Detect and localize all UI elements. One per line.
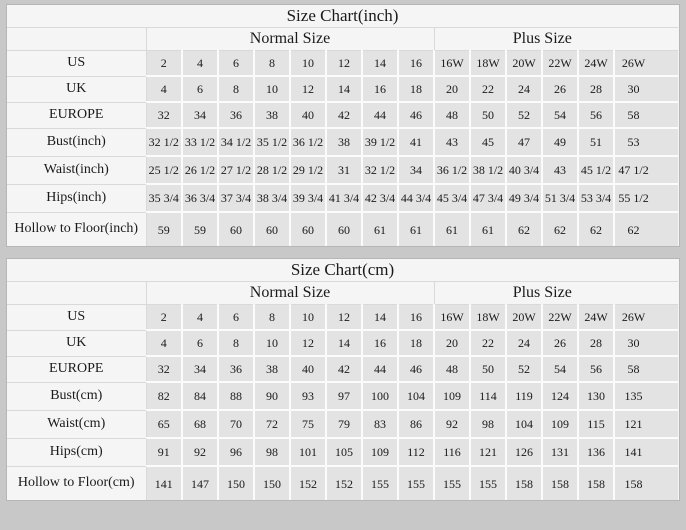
size-value-cell: 141 xyxy=(614,438,678,466)
size-value-cell: 84 xyxy=(182,382,218,410)
size-value-cell: 49 xyxy=(542,128,578,156)
size-value-cell: 36 1/2 xyxy=(290,128,326,156)
size-value-cell: 158 xyxy=(614,466,678,500)
size-value-cell: 104 xyxy=(506,410,542,438)
size-value-cell: 115 xyxy=(578,410,614,438)
size-value-cell: 20W xyxy=(506,50,542,76)
size-value-cell: 60 xyxy=(218,212,254,246)
size-value-cell: 93 xyxy=(290,382,326,410)
size-value-cell: 88 xyxy=(218,382,254,410)
size-value-cell: 96 xyxy=(218,438,254,466)
row-label: Bust(inch) xyxy=(7,128,146,156)
size-value-cell: 150 xyxy=(254,466,290,500)
size-value-cell: 33 1/2 xyxy=(182,128,218,156)
table-row xyxy=(7,102,678,128)
size-value-cell: 47 xyxy=(506,128,542,156)
size-value-cell: 104 xyxy=(398,382,434,410)
size-value-cell: 25 1/2 xyxy=(146,156,182,184)
size-value-cell: 50 xyxy=(470,102,506,128)
size-value-cell: 30 xyxy=(614,76,678,102)
group-header-row xyxy=(7,27,678,50)
size-value-cell: 34 xyxy=(182,102,218,128)
size-value-cell: 10 xyxy=(290,50,326,76)
size-value-cell: 72 xyxy=(254,410,290,438)
size-value-cell: 28 xyxy=(578,330,614,356)
size-value-cell: 124 xyxy=(542,382,578,410)
size-value-cell: 112 xyxy=(398,438,434,466)
group-header-plus-size: Plus Size xyxy=(434,27,678,50)
size-value-cell: 56 xyxy=(578,356,614,382)
size-value-cell: 14 xyxy=(362,304,398,330)
size-value-cell: 46 xyxy=(398,356,434,382)
size-value-cell: 2 xyxy=(146,304,182,330)
size-value-cell: 52 xyxy=(506,102,542,128)
size-value-cell: 59 xyxy=(146,212,182,246)
size-value-cell: 38 xyxy=(254,356,290,382)
group-header-normal-size: Normal Size xyxy=(146,281,434,304)
size-value-cell: 12 xyxy=(290,330,326,356)
size-value-cell: 45 1/2 xyxy=(578,156,614,184)
size-value-cell: 109 xyxy=(434,382,470,410)
table-row xyxy=(7,304,678,330)
size-value-cell: 135 xyxy=(614,382,678,410)
size-value-cell: 70 xyxy=(218,410,254,438)
size-value-cell: 8 xyxy=(254,50,290,76)
size-value-cell: 42 3/4 xyxy=(362,184,398,212)
size-value-cell: 158 xyxy=(542,466,578,500)
table-title: Size Chart(cm) xyxy=(7,259,678,281)
size-value-cell: 119 xyxy=(506,382,542,410)
size-value-cell: 136 xyxy=(578,438,614,466)
size-value-cell: 44 xyxy=(362,356,398,382)
size-value-cell: 4 xyxy=(146,76,182,102)
size-value-cell: 14 xyxy=(326,76,362,102)
table-title: Size Chart(inch) xyxy=(7,5,678,27)
size-value-cell: 32 xyxy=(146,356,182,382)
size-value-cell: 92 xyxy=(182,438,218,466)
size-value-cell: 42 xyxy=(326,356,362,382)
size-value-cell: 34 xyxy=(398,156,434,184)
size-value-cell: 101 xyxy=(290,438,326,466)
size-value-cell: 152 xyxy=(326,466,362,500)
size-value-cell: 36 3/4 xyxy=(182,184,218,212)
size-value-cell: 31 xyxy=(326,156,362,184)
size-value-cell: 105 xyxy=(326,438,362,466)
size-value-cell: 35 1/2 xyxy=(254,128,290,156)
group-header-normal-size: Normal Size xyxy=(146,27,434,50)
size-value-cell: 2 xyxy=(146,50,182,76)
size-value-cell: 61 xyxy=(398,212,434,246)
size-value-cell: 38 xyxy=(254,102,290,128)
table-title-row xyxy=(7,259,678,281)
size-value-cell: 16 xyxy=(398,50,434,76)
size-value-cell: 48 xyxy=(434,102,470,128)
size-value-cell: 34 xyxy=(182,356,218,382)
size-value-cell: 20 xyxy=(434,76,470,102)
size-value-cell: 155 xyxy=(434,466,470,500)
size-value-cell: 36 xyxy=(218,102,254,128)
table-row xyxy=(7,330,678,356)
size-value-cell: 28 1/2 xyxy=(254,156,290,184)
size-value-cell: 79 xyxy=(326,410,362,438)
size-value-cell: 49 3/4 xyxy=(506,184,542,212)
size-value-cell: 83 xyxy=(362,410,398,438)
row-label: UK xyxy=(7,76,146,102)
row-label: Waist(cm) xyxy=(7,410,146,438)
size-chart-inch-table xyxy=(7,5,678,246)
size-value-cell: 155 xyxy=(398,466,434,500)
size-value-cell: 26W xyxy=(614,50,678,76)
size-value-cell: 62 xyxy=(614,212,678,246)
size-value-cell: 22 xyxy=(470,76,506,102)
size-value-cell: 6 xyxy=(182,76,218,102)
table-row xyxy=(7,410,678,438)
size-value-cell: 61 xyxy=(362,212,398,246)
size-value-cell: 45 3/4 xyxy=(434,184,470,212)
size-value-cell: 37 3/4 xyxy=(218,184,254,212)
table-row xyxy=(7,356,678,382)
table-row xyxy=(7,212,678,246)
size-value-cell: 14 xyxy=(362,50,398,76)
row-label: Hollow to Floor(cm) xyxy=(7,466,146,500)
size-value-cell: 24 xyxy=(506,76,542,102)
size-chart-inch xyxy=(6,4,680,247)
size-value-cell: 45 xyxy=(470,128,506,156)
table-row xyxy=(7,438,678,466)
size-value-cell: 121 xyxy=(470,438,506,466)
size-value-cell: 98 xyxy=(254,438,290,466)
size-value-cell: 50 xyxy=(470,356,506,382)
row-label: Hollow to Floor(inch) xyxy=(7,212,146,246)
size-value-cell: 60 xyxy=(290,212,326,246)
size-value-cell: 8 xyxy=(218,330,254,356)
size-value-cell: 46 xyxy=(398,102,434,128)
size-value-cell: 116 xyxy=(434,438,470,466)
row-label: UK xyxy=(7,330,146,356)
row-label: Hips(inch) xyxy=(7,184,146,212)
size-value-cell: 130 xyxy=(578,382,614,410)
size-value-cell: 22 xyxy=(470,330,506,356)
size-value-cell: 4 xyxy=(182,304,218,330)
size-value-cell: 65 xyxy=(146,410,182,438)
size-value-cell: 109 xyxy=(362,438,398,466)
size-value-cell: 97 xyxy=(326,382,362,410)
size-value-cell: 18W xyxy=(470,50,506,76)
size-value-cell: 121 xyxy=(614,410,678,438)
size-value-cell: 29 1/2 xyxy=(290,156,326,184)
size-value-cell: 10 xyxy=(254,76,290,102)
size-value-cell: 58 xyxy=(614,356,678,382)
size-value-cell: 40 3/4 xyxy=(506,156,542,184)
size-value-cell: 61 xyxy=(470,212,506,246)
size-value-cell: 16 xyxy=(362,76,398,102)
row-label: US xyxy=(7,304,146,330)
size-value-cell: 68 xyxy=(182,410,218,438)
group-header-plus-size: Plus Size xyxy=(434,281,678,304)
size-value-cell: 98 xyxy=(470,410,506,438)
size-value-cell: 126 xyxy=(506,438,542,466)
size-value-cell: 36 1/2 xyxy=(434,156,470,184)
size-value-cell: 41 3/4 xyxy=(326,184,362,212)
size-value-cell: 16W xyxy=(434,304,470,330)
size-value-cell: 43 xyxy=(434,128,470,156)
size-value-cell: 155 xyxy=(362,466,398,500)
size-value-cell: 150 xyxy=(218,466,254,500)
size-value-cell: 61 xyxy=(434,212,470,246)
size-value-cell: 26W xyxy=(614,304,678,330)
size-value-cell: 60 xyxy=(326,212,362,246)
size-value-cell: 28 xyxy=(578,76,614,102)
size-value-cell: 152 xyxy=(290,466,326,500)
size-value-cell: 27 1/2 xyxy=(218,156,254,184)
size-value-cell: 62 xyxy=(578,212,614,246)
size-value-cell: 30 xyxy=(614,330,678,356)
size-value-cell: 26 1/2 xyxy=(182,156,218,184)
size-value-cell: 47 1/2 xyxy=(614,156,678,184)
size-value-cell: 12 xyxy=(326,50,362,76)
group-header-row xyxy=(7,281,678,304)
size-value-cell: 131 xyxy=(542,438,578,466)
size-value-cell: 42 xyxy=(326,102,362,128)
size-value-cell: 51 3/4 xyxy=(542,184,578,212)
size-value-cell: 47 3/4 xyxy=(470,184,506,212)
size-value-cell: 26 xyxy=(542,76,578,102)
size-value-cell: 8 xyxy=(218,76,254,102)
size-value-cell: 60 xyxy=(254,212,290,246)
size-value-cell: 6 xyxy=(218,50,254,76)
size-value-cell: 158 xyxy=(506,466,542,500)
row-label: Waist(inch) xyxy=(7,156,146,184)
size-value-cell: 53 xyxy=(614,128,678,156)
size-value-cell: 16 xyxy=(362,330,398,356)
size-value-cell: 59 xyxy=(182,212,218,246)
size-value-cell: 18 xyxy=(398,76,434,102)
size-value-cell: 18W xyxy=(470,304,506,330)
size-value-cell: 55 1/2 xyxy=(614,184,678,212)
size-value-cell: 36 xyxy=(218,356,254,382)
size-value-cell: 16 xyxy=(398,304,434,330)
corner-cell xyxy=(7,281,146,304)
size-value-cell: 24W xyxy=(578,50,614,76)
size-value-cell: 38 3/4 xyxy=(254,184,290,212)
size-value-cell: 40 xyxy=(290,356,326,382)
size-value-cell: 75 xyxy=(290,410,326,438)
row-label: EUROPE xyxy=(7,356,146,382)
size-value-cell: 51 xyxy=(578,128,614,156)
size-value-cell: 44 xyxy=(362,102,398,128)
size-value-cell: 20W xyxy=(506,304,542,330)
size-value-cell: 40 xyxy=(290,102,326,128)
size-value-cell: 35 3/4 xyxy=(146,184,182,212)
size-value-cell: 100 xyxy=(362,382,398,410)
size-value-cell: 38 xyxy=(326,128,362,156)
size-value-cell: 43 xyxy=(542,156,578,184)
table-row xyxy=(7,128,678,156)
size-value-cell: 32 1/2 xyxy=(146,128,182,156)
size-value-cell: 8 xyxy=(254,304,290,330)
table-row xyxy=(7,466,678,500)
table-row xyxy=(7,156,678,184)
size-value-cell: 58 xyxy=(614,102,678,128)
table-row xyxy=(7,382,678,410)
size-value-cell: 22W xyxy=(542,50,578,76)
size-value-cell: 39 3/4 xyxy=(290,184,326,212)
size-value-cell: 14 xyxy=(326,330,362,356)
size-value-cell: 48 xyxy=(434,356,470,382)
size-value-cell: 92 xyxy=(434,410,470,438)
size-value-cell: 4 xyxy=(146,330,182,356)
size-value-cell: 6 xyxy=(182,330,218,356)
size-value-cell: 56 xyxy=(578,102,614,128)
size-value-cell: 16W xyxy=(434,50,470,76)
size-value-cell: 62 xyxy=(506,212,542,246)
corner-cell xyxy=(7,27,146,50)
size-value-cell: 114 xyxy=(470,382,506,410)
size-value-cell: 109 xyxy=(542,410,578,438)
size-value-cell: 20 xyxy=(434,330,470,356)
size-value-cell: 18 xyxy=(398,330,434,356)
size-value-cell: 52 xyxy=(506,356,542,382)
size-value-cell: 54 xyxy=(542,102,578,128)
table-row xyxy=(7,76,678,102)
size-value-cell: 158 xyxy=(578,466,614,500)
size-value-cell: 53 3/4 xyxy=(578,184,614,212)
size-value-cell: 24 xyxy=(506,330,542,356)
size-value-cell: 62 xyxy=(542,212,578,246)
size-value-cell: 12 xyxy=(326,304,362,330)
size-value-cell: 32 xyxy=(146,102,182,128)
row-label: EUROPE xyxy=(7,102,146,128)
size-value-cell: 91 xyxy=(146,438,182,466)
size-value-cell: 24W xyxy=(578,304,614,330)
size-value-cell: 10 xyxy=(254,330,290,356)
table-title-row xyxy=(7,5,678,27)
size-chart-cm-table xyxy=(7,259,678,500)
size-value-cell: 54 xyxy=(542,356,578,382)
size-value-cell: 39 1/2 xyxy=(362,128,398,156)
size-value-cell: 34 1/2 xyxy=(218,128,254,156)
row-label: US xyxy=(7,50,146,76)
size-value-cell: 12 xyxy=(290,76,326,102)
size-value-cell: 44 3/4 xyxy=(398,184,434,212)
size-value-cell: 6 xyxy=(218,304,254,330)
size-value-cell: 41 xyxy=(398,128,434,156)
size-value-cell: 32 1/2 xyxy=(362,156,398,184)
size-value-cell: 82 xyxy=(146,382,182,410)
row-label: Bust(cm) xyxy=(7,382,146,410)
size-value-cell: 26 xyxy=(542,330,578,356)
table-row xyxy=(7,184,678,212)
size-value-cell: 141 xyxy=(146,466,182,500)
size-value-cell: 10 xyxy=(290,304,326,330)
size-value-cell: 147 xyxy=(182,466,218,500)
table-row xyxy=(7,50,678,76)
size-value-cell: 86 xyxy=(398,410,434,438)
size-value-cell: 4 xyxy=(182,50,218,76)
size-value-cell: 90 xyxy=(254,382,290,410)
row-label: Hips(cm) xyxy=(7,438,146,466)
size-value-cell: 38 1/2 xyxy=(470,156,506,184)
size-value-cell: 155 xyxy=(470,466,506,500)
size-chart-cm xyxy=(6,258,680,501)
size-value-cell: 22W xyxy=(542,304,578,330)
